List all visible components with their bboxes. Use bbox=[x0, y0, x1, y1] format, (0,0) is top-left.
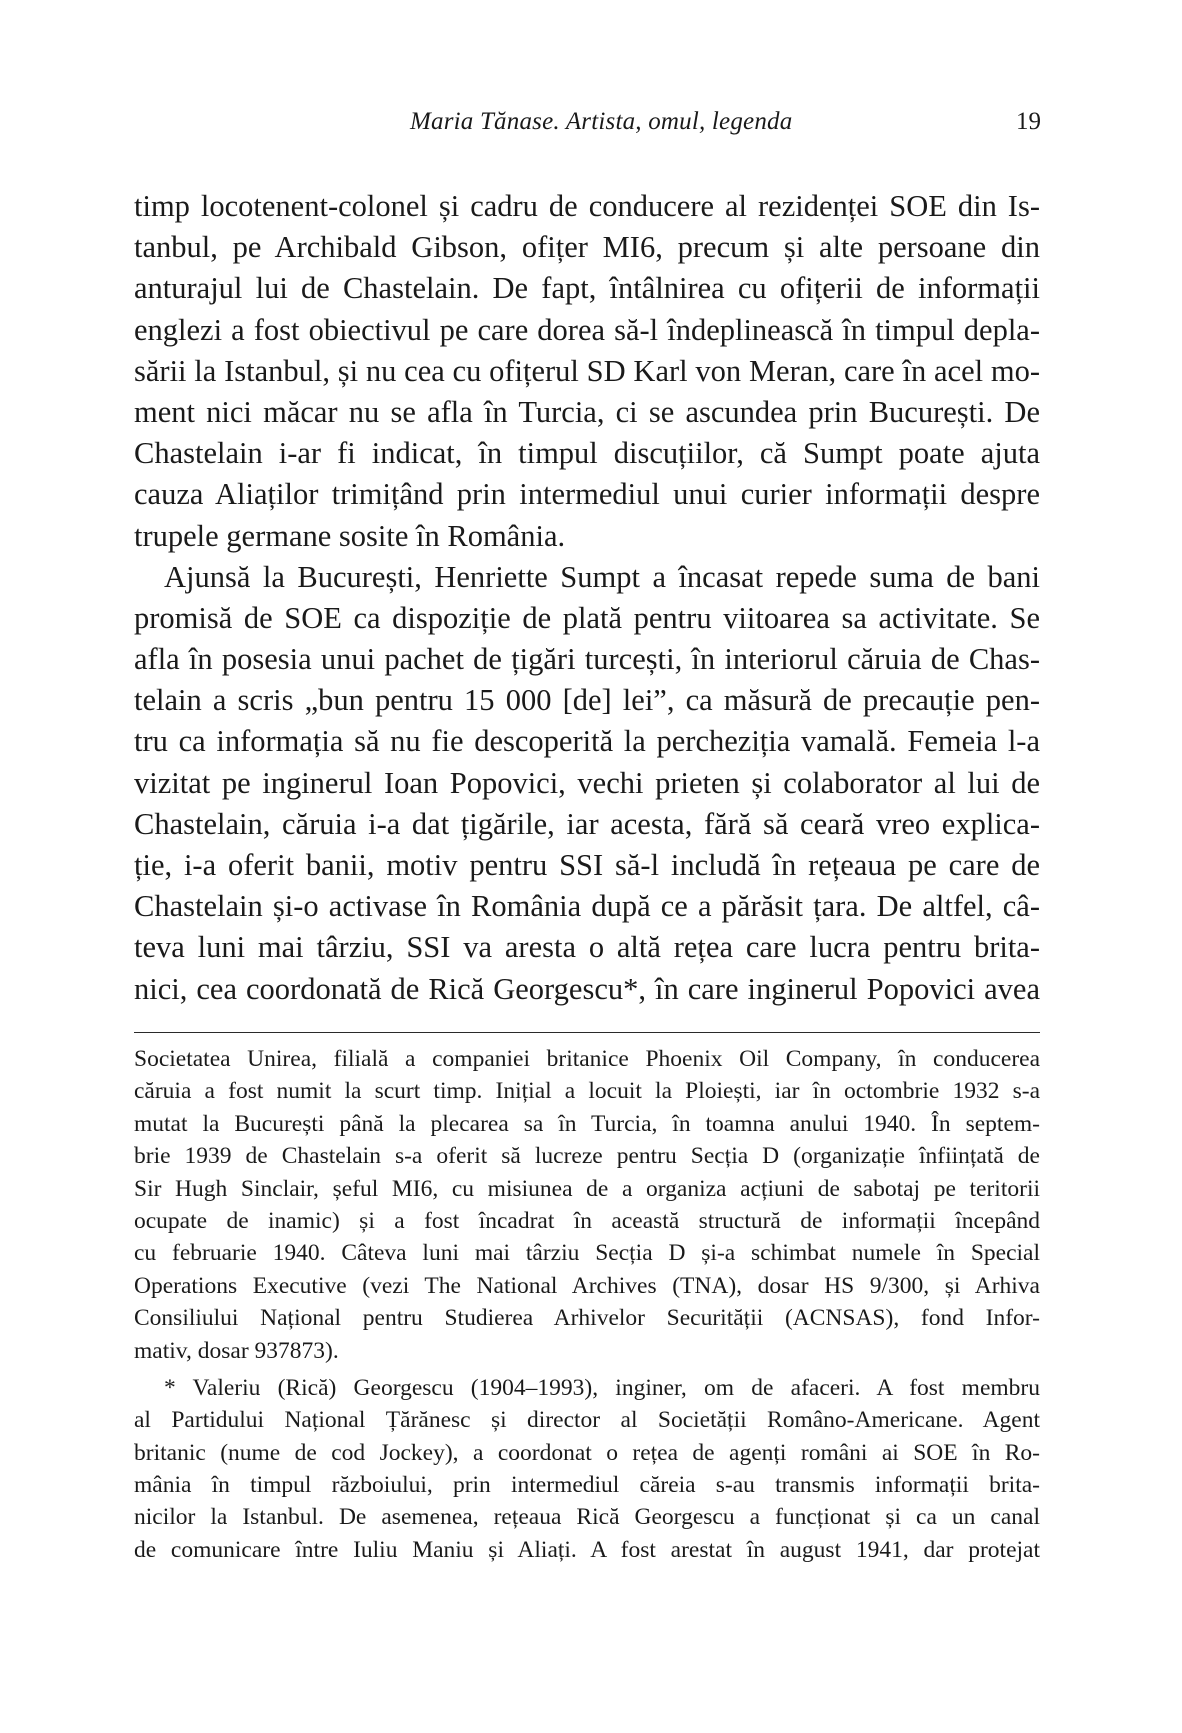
running-title: Maria Tănase. Artista, omul, legenda bbox=[410, 108, 793, 135]
footnote-line: Operations Executive (vezi The National Archives (TNA), dosar HS 9/300, și Arhiva bbox=[134, 1272, 1040, 1299]
body-line: cauza Aliaților trimițând prin intermediul unui curier informații despre bbox=[134, 477, 1040, 512]
footnote-line: mativ, dosar 937873). bbox=[134, 1337, 339, 1364]
footnote-divider bbox=[134, 1032, 1040, 1033]
body-line: teva luni mai târziu, SSI va aresta o altă rețea care lucra pentru brita- bbox=[134, 930, 1040, 965]
body-line: vizitat pe inginerul Ioan Popovici, vechi prieten și colaborator al lui de bbox=[134, 765, 1040, 800]
body-line: englezi a fost obiectivul pe care dorea să-l îndeplinească în timpul depla- bbox=[134, 312, 1040, 347]
body-line: Chastelain și-o activase în România după ce a părăsit țara. De altfel, câ- bbox=[134, 889, 1040, 924]
body-line: ție, i-a oferit banii, motiv pentru SSI să-l includă în rețeaua pe care de bbox=[134, 848, 1040, 882]
footnote-line: Sir Hugh Sinclair, șeful MI6, cu misiunea de a organiza acțiuni de sabotaj pe teritorii bbox=[134, 1175, 1040, 1202]
body-line: tru ca informația să nu fie descoperită la percheziția vamală. Femeia l-a bbox=[134, 724, 1040, 759]
footnote-star-line: mânia în timpul războiului, prin intermediul căreia s-au transmis informații brita- bbox=[134, 1472, 1040, 1499]
body-line: promisă de SOE ca dispoziție de plată pentru viitoarea sa activitate. Se bbox=[134, 600, 1040, 635]
body-line: sării la Istanbul, și nu cea cu ofițerul SD Karl von Meran, care în acel mo- bbox=[134, 353, 1040, 388]
footnote-star-line: de comunicare între Iuliu Maniu și Aliați. A fost arestat în august 1941, dar protejat bbox=[134, 1536, 1040, 1563]
footnote-star-line: al Partidului Național Țărănesc și director al Societății Româno-Americane. Agent bbox=[134, 1407, 1040, 1434]
body-line: telain a scris „bun pentru 15 000 [de] lei”, ca măsură de precauție pen- bbox=[134, 683, 1040, 718]
footnote-line: ocupate de inamic) și a fost încadrat în această structură de informații începând bbox=[134, 1207, 1040, 1234]
footnote-line: brie 1939 de Chastelain s-a oferit să lucreze pentru Secția D (organizație înființată de bbox=[134, 1143, 1040, 1170]
body-line: Ajunsă la București, Henriette Sumpt a încasat repede suma de bani bbox=[164, 559, 1040, 594]
footnote-line: Societatea Unirea, filială a companiei britanice Phoenix Oil Company, în conducerea bbox=[134, 1046, 1040, 1072]
body-line: afla în posesia unui pachet de țigări turcești, în interiorul căruia de Chas- bbox=[134, 642, 1040, 677]
footnote-line: mutat la București până la plecarea sa în Turcia, în toamna anului 1940. În septem- bbox=[134, 1110, 1040, 1137]
body-line: nici, cea coordonată de Rică Georgescu*, în care inginerul Popovici avea bbox=[134, 971, 1040, 1006]
footnote-line: cu februarie 1940. Câteva luni mai târziu Secția D și-a schimbat numele în Special bbox=[134, 1240, 1040, 1267]
main-text bbox=[134, 186, 1040, 1010]
footnote-star-line: nicilor la Istanbul. De asemenea, rețeaua Rică Georgescu a funcționat și ca un canal bbox=[134, 1504, 1040, 1531]
body-line: Chastelain, căruia i-a dat țigările, iar acesta, fără să ceară vreo explica- bbox=[134, 806, 1040, 841]
footnotes bbox=[134, 1043, 1040, 1566]
footnote-line: căruia a fost numit la scurt timp. Inițial a locuit la Ploiești, iar în octombrie 1932 s-a bbox=[134, 1078, 1040, 1105]
footnote-star-line: * Valeriu (Rică) Georgescu (1904–1993), inginer, om de afaceri. A fost membru bbox=[164, 1374, 1040, 1401]
footnote-star-line: britanic (nume de cod Jockey), a coordonat o rețea de agenți români ai SOE în Ro- bbox=[134, 1439, 1040, 1466]
body-line: trupele germane sosite în România. bbox=[134, 518, 566, 553]
footnote-line: Consiliului Național pentru Studierea Arhivelor Securității (ACNSAS), fond Infor- bbox=[134, 1305, 1040, 1332]
body-line: ment nici măcar nu se afla în Turcia, ci se ascundea prin București. De bbox=[134, 394, 1040, 429]
body-line: tanbul, pe Archibald Gibson, ofițer MI6, precum și alte persoane din bbox=[134, 230, 1040, 265]
body-line: timp locotenent-colonel și cadru de conducere al rezidenței SOE din Is- bbox=[134, 189, 1040, 223]
body-line: Chastelain i-ar fi indicat, în timpul discuțiilor, că Sumpt poate ajuta bbox=[134, 436, 1040, 471]
body-line: anturajul lui de Chastelain. De fapt, întâlnirea cu ofițerii de informații bbox=[134, 271, 1040, 306]
page-number: 19 bbox=[1016, 108, 1041, 135]
